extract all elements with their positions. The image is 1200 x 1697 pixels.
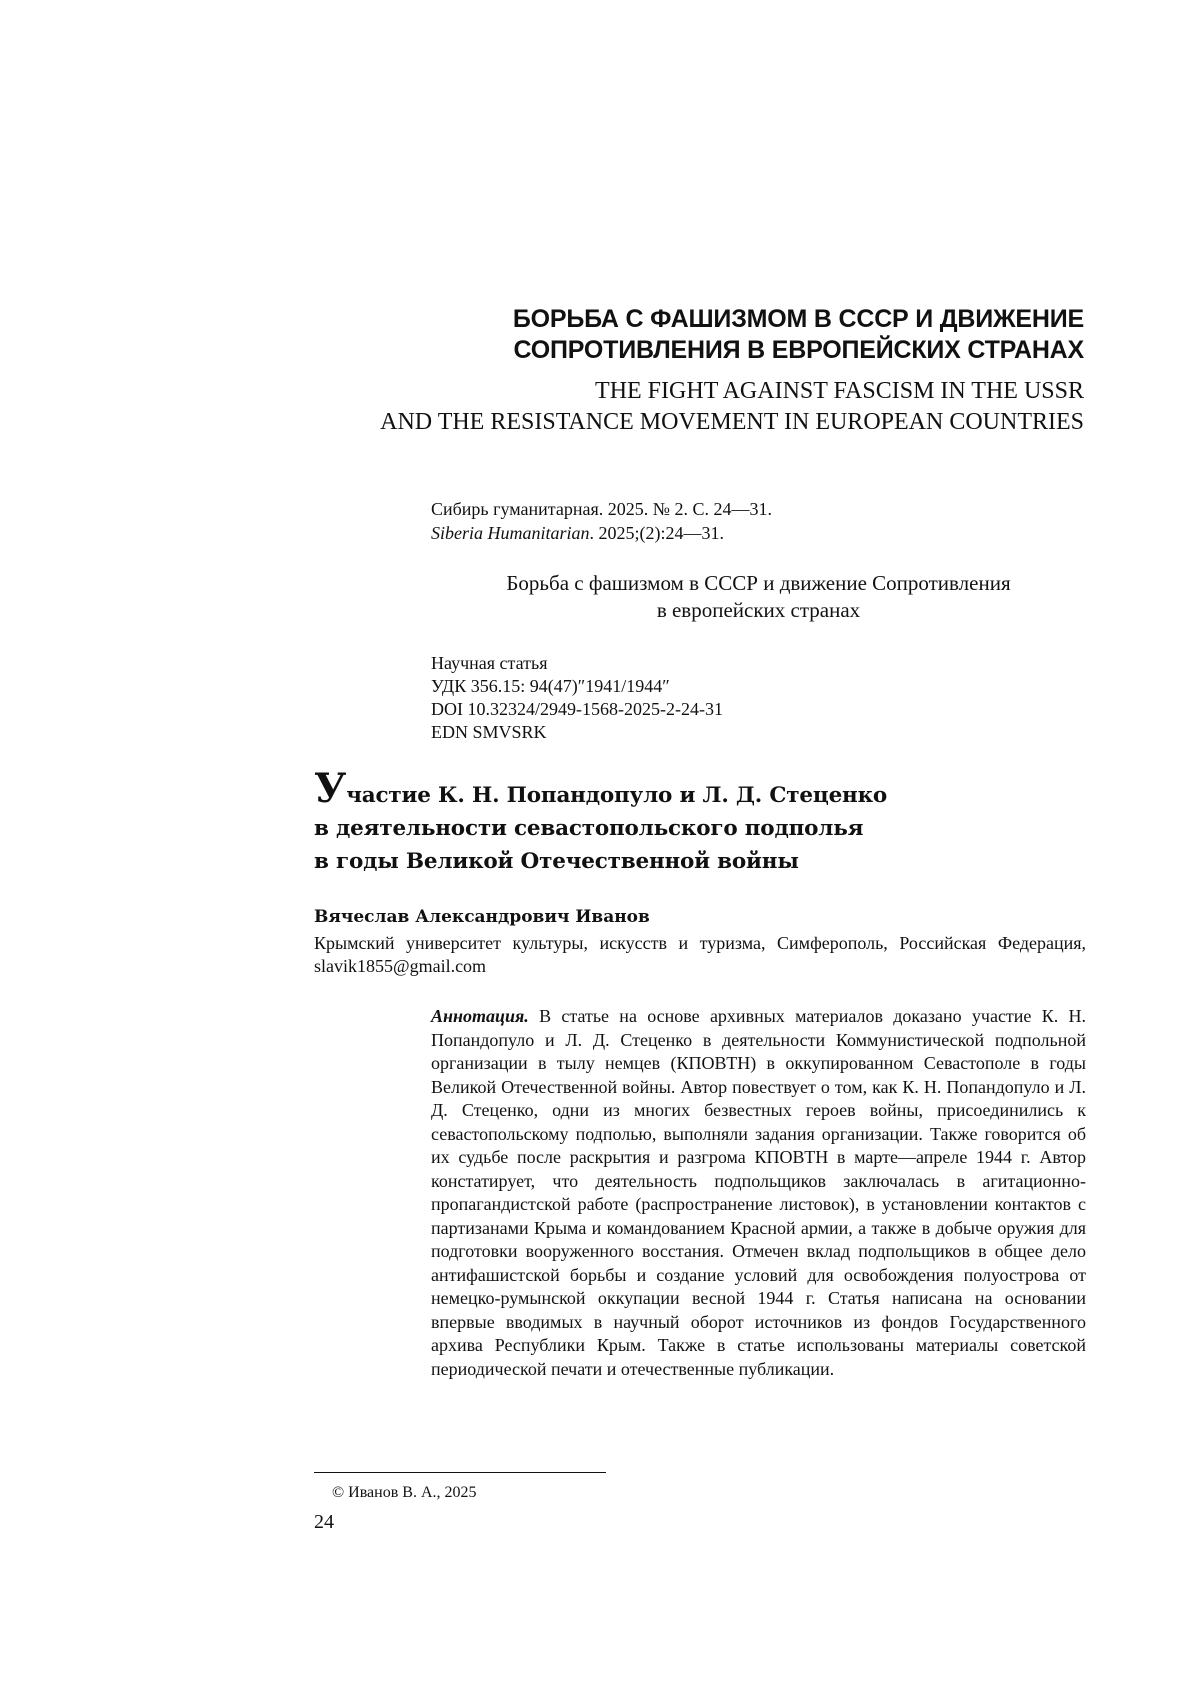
article-title: [314, 772, 887, 878]
title-line2: в деятельности севастопольского подполья: [314, 816, 863, 841]
abstract: [431, 1005, 1086, 1381]
rubric-line1: Борьба с фашизмом в СССР и движение Сопротивления: [431, 570, 1086, 597]
section-title-ru: [513, 304, 1084, 366]
section-title-en: [380, 376, 1084, 438]
citation: [431, 497, 772, 545]
citation-en: [431, 521, 772, 545]
copyright: © Иванов В. А., 2025: [332, 1483, 477, 1503]
footnote-divider: [314, 1472, 606, 1473]
edn: EDN SMVSRK: [431, 721, 723, 744]
citation-en-journal: Siberia Humanitarian: [431, 523, 590, 543]
author-name: Вячеслав Александрович Иванов: [314, 906, 650, 928]
rubric-line2: в европейских странах: [431, 597, 1086, 624]
citation-en-rest: . 2025;(2):24—31.: [590, 523, 725, 543]
section-title-ru-line2: СОПРОТИВЛЕНИЯ В ЕВРОПЕЙСКИХ СТРАНАХ: [513, 336, 1084, 364]
abstract-text: В статье на основе архивных материалов доказано участие К. Н. Попандопуло и Л. Д. Стеценко в деятельности Коммунистической подпольной организации в тылу немцев (КПОВТН) в оккупированном Севастополе в годы Великой Отечественной войны. Автор повествует о том, как К. Н. Попандопуло и Л. Д. Стеценко, одни из многих безвестных героев войны, присоединились к севастопольскому подполью, выполняли задания организации. Также говорится об их судьбе после раскрытия и разгрома КПОВТН в марте—апреле 1944 г. Автор констатирует, что деятельность подпольщиков заключалась в агитационно-пропагандистской работе (распространение листовок), в установлении контактов с партизанами Крыма и командованием Красной армии, а также в добыче оружия для подготовки вооруженного восстания. Отмечен вклад подпольщиков в общее дело антифашистской борьбы и создание условий для освобождения полуострова от немецко-румынской оккупации весной 1944 г. Статья написана на основании впервые вводимых в научный оборот источников из фондов Государственного архива Республики Крым. Также в статье использованы материалы советской периодической печати и отечественные публикации.: [431, 1006, 1086, 1379]
title-dropcap: У: [314, 765, 346, 812]
page-number: 24: [314, 1510, 334, 1534]
title-line1: частие К. Н. Попандопуло и Л. Д. Стеценко: [346, 783, 887, 808]
title-line3: в годы Великой Отечественной войны: [314, 849, 799, 874]
section-title-ru-line1: БОРЬБА С ФАШИЗМОМ В СССР И ДВИЖЕНИЕ: [513, 305, 1084, 333]
citation-ru: Сибирь гуманитарная. 2025. № 2. С. 24—31.: [431, 497, 772, 521]
abstract-label: Аннотация.: [431, 1006, 529, 1026]
section-title-en-line2: AND THE RESISTANCE MOVEMENT IN EUROPEAN COUNTRIES: [380, 409, 1084, 435]
udc: УДК 356.15: 94(47)″1941/1944″: [431, 675, 723, 698]
article-type: Научная статья: [431, 652, 723, 675]
author-affiliation: Крымский университет культуры, искусств и туризма, Симферополь, Российская Федерация, slavik1855@gmail.com: [314, 932, 1086, 978]
doi: DOI 10.32324/2949-1568-2025-2-24-31: [431, 698, 723, 721]
article-meta: [431, 652, 723, 744]
rubric-title: [431, 570, 1086, 624]
section-title-en-line1: THE FIGHT AGAINST FASCISM IN THE USSR: [595, 378, 1084, 404]
